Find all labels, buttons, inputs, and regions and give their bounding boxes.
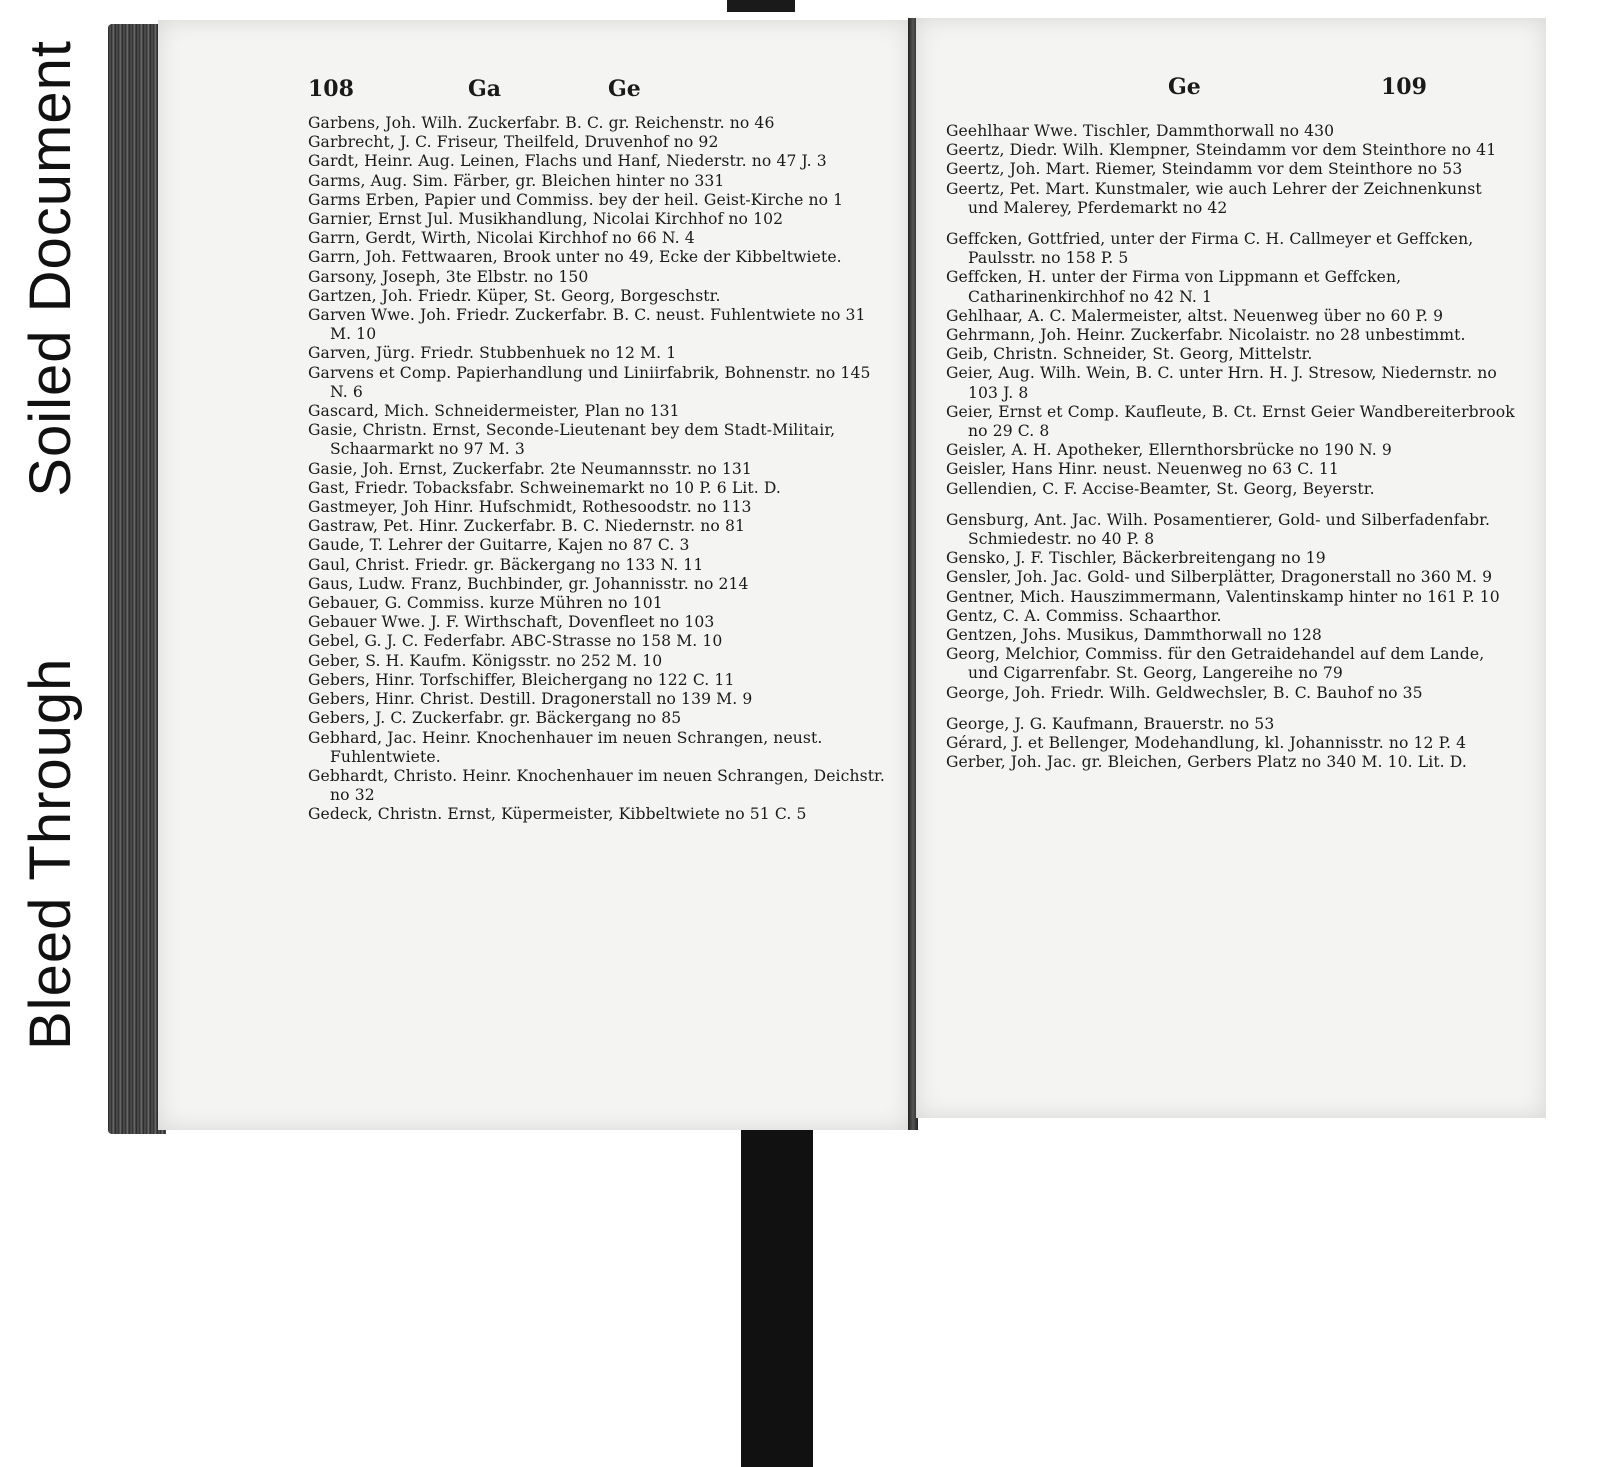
directory-entry: Gasie, Christn. Ernst, Seconde-Lieutenant bey dem Stadt-Militair, Schaarmarkt no 97 M. 3 bbox=[308, 421, 836, 459]
directory-entry: Gensko, J. F. Tischler, Bäckerbreitengang no 19 bbox=[946, 549, 1326, 568]
directory-entry: Gebhard, Jac. Heinr. Knochenhauer im neuen Schrangen, neust. Fuhlentwiete. bbox=[308, 728, 823, 766]
directory-entry: Geertz, Joh. Mart. Riemer, Steindamm vor dem Steinthore no 53 bbox=[946, 160, 1463, 179]
directory-entry: Gensburg, Ant. Jac. Wilh. Posamentierer, Gold- und Silberfadenfabr. Schmiedestr. no 40 P. 8 bbox=[946, 510, 1491, 549]
directory-entry: Geisler, Hans Hinr. neust. Neuenweg no 63 C. 11 bbox=[946, 460, 1339, 479]
directory-entry: Garvens et Comp. Papierhandlung und Liniirfabrik, Bohnenstr. no 145 N. 6 bbox=[308, 363, 871, 401]
directory-entry: Gellendien, C. F. Accise-Beamter, St. Georg, Beyerstr. bbox=[946, 479, 1375, 498]
directory-entry: Gastraw, Pet. Hinr. Zuckerfabr. B. C. Niedernstr. no 81 bbox=[308, 517, 745, 536]
directory-entry: George, Joh. Friedr. Wilh. Geldwechsler, B. C. Bauhof no 35 bbox=[946, 683, 1423, 702]
directory-entry: Geffcken, H. unter der Firma von Lippmann et Geffcken, Catharinenkirchhof no 42 N. 1 bbox=[946, 268, 1402, 306]
open-book bbox=[108, 10, 1515, 1120]
directory-entry: Garven, Jürg. Friedr. Stubbenhuek no 12 M. 1 bbox=[308, 344, 677, 363]
directory-entry: Geertz, Diedr. Wilh. Klempner, Steindamm vor dem Steinthore no 41 bbox=[946, 141, 1497, 160]
directory-entry: Gast, Friedr. Tobacksfabr. Schweinemarkt no 10 P. 6 Lit. D. bbox=[308, 478, 781, 497]
directory-entry: Geisler, A. H. Apotheker, Ellernthorsbrücke no 190 N. 9 bbox=[946, 441, 1392, 460]
directory-entry: Gastmeyer, Joh Hinr. Hufschmidt, Rothesoodstr. no 113 bbox=[308, 498, 752, 517]
directory-entry: Geertz, Pet. Mart. Kunstmaler, wie auch Lehrer der Zeichnenkunst und Malerey, Pferdemarkt no 42 bbox=[946, 179, 1482, 217]
directory-entry: Gebauer, G. Commiss. kurze Mühren no 101 bbox=[308, 594, 663, 613]
watermark-label bbox=[17, 40, 83, 1050]
left-page-number: 108 bbox=[308, 76, 354, 102]
directory-entry: Garven Wwe. Joh. Friedr. Zuckerfabr. B. C. neust. Fuhlentwiete no 31 M. 10 bbox=[308, 306, 866, 344]
directory-entry: Gebel, G. J. C. Federfabr. ABC-Strasse no 158 M. 10 bbox=[308, 632, 723, 651]
right-header-ge: Ge bbox=[1168, 74, 1201, 100]
directory-entry: Garrn, Joh. Fettwaaren, Brook unter no 49, Ecke der Kibbeltwiete. bbox=[308, 248, 842, 267]
right-page bbox=[916, 18, 1546, 1118]
directory-entry: Gardt, Heinr. Aug. Leinen, Flachs und Hanf, Niederstr. no 47 J. 3 bbox=[308, 152, 827, 171]
directory-entry: Geier, Ernst et Comp. Kaufleute, B. Ct. Ernst Geier Wandbereiterbrook no 29 C. 8 bbox=[946, 402, 1515, 441]
directory-entry: Gaul, Christ. Friedr. gr. Bäckergang no 133 N. 11 bbox=[308, 555, 704, 574]
directory-entry: Gehlhaar, A. C. Malermeister, altst. Neuenweg über no 60 P. 9 bbox=[946, 306, 1444, 325]
directory-entry: Geier, Aug. Wilh. Wein, B. C. unter Hrn. H. J. Stresow, Niedernstr. no 103 J. 8 bbox=[946, 364, 1497, 402]
watermark-line-bleed-through: Bleed Through bbox=[17, 657, 83, 1050]
directory-entry: Geffcken, Gottfried, unter der Firma C. H. Callmeyer et Geffcken, Paulsstr. no 158 P. 5 bbox=[946, 230, 1474, 268]
left-entry-list bbox=[308, 114, 888, 825]
directory-entry: Garnier, Ernst Jul. Musikhandlung, Nicolai Kirchhof no 102 bbox=[308, 210, 784, 229]
directory-entry: Gehrmann, Joh. Heinr. Zuckerfabr. Nicolaistr. no 28 unbestimmt. bbox=[946, 326, 1466, 345]
watermark-line-soiled-document: Soiled Document bbox=[17, 40, 83, 497]
directory-entry: Garbens, Joh. Wilh. Zuckerfabr. B. C. gr. Reichenstr. no 46 bbox=[308, 114, 775, 132]
directory-entry: Gasie, Joh. Ernst, Zuckerfabr. 2te Neumannsstr. no 131 bbox=[308, 459, 752, 478]
right-page-number: 109 bbox=[1381, 74, 1427, 100]
directory-entry: Garbrecht, J. C. Friseur, Theilfeld, Druvenhof no 92 bbox=[308, 133, 719, 152]
directory-entry: Gartzen, Joh. Friedr. Küper, St. Georg, Borgeschstr. bbox=[308, 286, 721, 305]
directory-entry: Geber, S. H. Kaufm. Königsstr. no 252 M. 10 bbox=[308, 651, 663, 670]
directory-entry: Georg, Melchior, Commiss. für den Getraidehandel auf dem Lande, und Cigarrenfabr. St. Georg, Langereihe no 79 bbox=[946, 645, 1485, 683]
directory-entry: Garrn, Gerdt, Wirth, Nicolai Kirchhof no 66 N. 4 bbox=[308, 229, 695, 248]
directory-entry: Gebers, J. C. Zuckerfabr. gr. Bäckergang no 85 bbox=[308, 709, 682, 728]
directory-entry: Garms Erben, Papier und Commiss. bey der heil. Geist-Kirche no 1 bbox=[308, 190, 844, 209]
directory-entry: Gentz, C. A. Commiss. Schaarthor. bbox=[946, 606, 1222, 625]
directory-entry: Gedeck, Christn. Ernst, Küpermeister, Kibbeltwiete no 51 C. 5 bbox=[308, 805, 807, 824]
directory-entry: Gérard, J. et Bellenger, Modehandlung, kl. Johannisstr. no 12 P. 4 bbox=[946, 734, 1467, 753]
directory-entry: Gaude, T. Lehrer der Guitarre, Kajen no 87 C. 3 bbox=[308, 536, 690, 555]
left-header-ga: Ga bbox=[468, 76, 502, 102]
tape-strip-bottom bbox=[741, 1108, 813, 1467]
directory-entry: Geehlhaar Wwe. Tischler, Dammthorwall no 430 bbox=[946, 122, 1335, 140]
directory-entry: Garsony, Joseph, 3te Elbstr. no 150 bbox=[308, 267, 589, 286]
directory-entry: Gebers, Hinr. Torfschiffer, Bleichergang no 122 C. 11 bbox=[308, 670, 735, 689]
right-entry-list bbox=[946, 122, 1516, 773]
directory-entry: Gebhardt, Christo. Heinr. Knochenhauer im neuen Schrangen, Deichstr. no 32 bbox=[308, 766, 885, 805]
directory-entry: Gentner, Mich. Hauszimmermann, Valentinskamp hinter no 161 P. 10 bbox=[946, 587, 1500, 606]
left-page bbox=[158, 20, 910, 1130]
directory-entry: Gascard, Mich. Schneidermeister, Plan no 131 bbox=[308, 402, 680, 421]
left-header-ge: Ge bbox=[608, 76, 641, 102]
directory-entry: Gerber, Joh. Jac. gr. Bleichen, Gerbers Platz no 340 M. 10. Lit. D. bbox=[946, 753, 1467, 772]
directory-entry: George, J. G. Kaufmann, Brauerstr. no 53 bbox=[946, 714, 1275, 733]
directory-entry: Gentzen, Johs. Musikus, Dammthorwall no 128 bbox=[946, 626, 1322, 645]
directory-entry: Gebauer Wwe. J. F. Wirthschaft, Dovenfleet no 103 bbox=[308, 613, 715, 632]
directory-entry: Gebers, Hinr. Christ. Destill. Dragonerstall no 139 M. 9 bbox=[308, 690, 753, 709]
directory-entry: Garms, Aug. Sim. Färber, gr. Bleichen hinter no 331 bbox=[308, 171, 725, 190]
directory-entry: Gaus, Ludw. Franz, Buchbinder, gr. Johannisstr. no 214 bbox=[308, 574, 749, 593]
directory-entry: Geib, Christn. Schneider, St. Georg, Mittelstr. bbox=[946, 345, 1313, 364]
directory-entry: Gensler, Joh. Jac. Gold- und Silberplätter, Dragonerstall no 360 M. 9 bbox=[946, 568, 1493, 587]
